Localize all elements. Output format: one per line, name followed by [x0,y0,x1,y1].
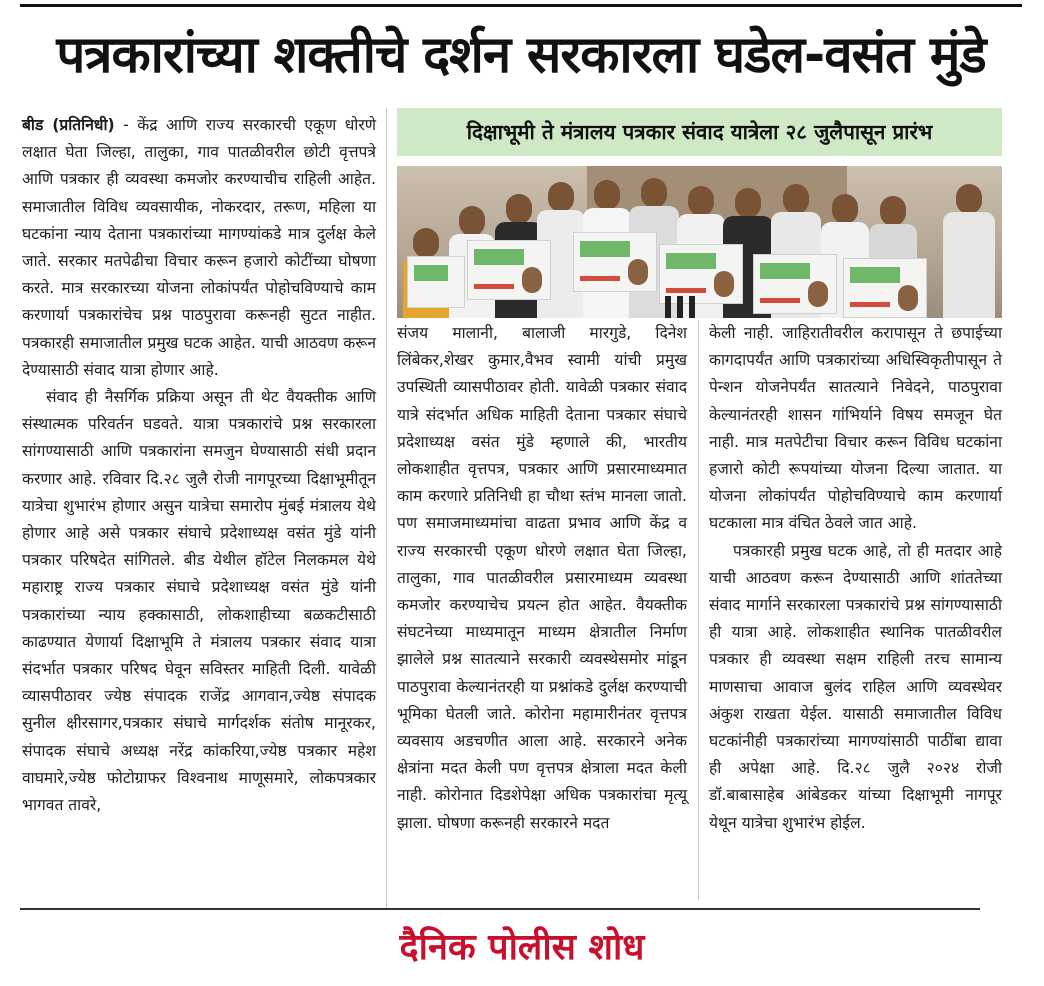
article-column-1 [22,112,376,912]
yatra-poster [407,256,465,308]
subheadline: दिक्षाभूमी ते मंत्रालय पत्रकार संवाद यात्रेला २८ जुलैपासून प्रारंभ [397,108,1002,156]
paragraph: संवाद ही नैसर्गिक प्रक्रिया असून ती थेट वैयक्तीक आणि संस्थात्मक परिवर्तन घडवते. यात्रा पत्रकारांचे प्रश्न सरकारला सांगण्यासाठी आणि पत्रकारांना समजुन घेण्यासाठी संधी प्रदान करणार आहे. रविवार दि.२८ जुलै रोजी नागपूरच्या दिक्षाभूमीतून यात्रेचा शुभारंभ होणार असुन यात्रेचा समारोप मुंबई मंत्रालय येथे होणार आहे असे पत्रकार संघाचे प्रदेशाध्यक्ष वसंत मुंडे यांनी पत्रकार परिषदेत सांगितले. बीड येथील हॉटेल निलकमल येथे महाराष्ट्र राज्य पत्रकार संघाचे प्रदेशाध्यक्ष वसंत मुंडे यांनी पत्रकारांच्या न्याय हक्कासाठी, लोकशाहीच्या बळकटीसाठी काढण्यात येणार्या दिक्षाभूमि ते मंत्रालय पत्रकार संवाद यात्रा संदर्भात पत्रकार परिषद घेवून सविस्तर माहिती दिली. यावेळी व्यासपीठावर ज्येष्ठ संपादक राजेंद्र आगवान,ज्येष्ठ संपादक सुनील क्षीरसागर,पत्रकार संघाचे मार्गदर्शक संतोष मानूरकर, संपादक संघाचे अध्यक्ष नरेंद्र कांकरिया,ज्येष्ठ पत्रकार महेश वाघमारे,ज्येष्ठ फोटोग्राफर विश्वनाथ माणूसमारे, लोकपत्रकार भागवत तावरे, [22,388,376,815]
person-head [548,182,574,212]
paragraph: केली नाही. जाहिरातीवरील करापासून ते छपाईच्या कागदापर्यंत आणि पत्रकारांच्या अधिस्विकृतीपासून ते पेन्शन योजनेपर्यंत सातत्याने निवेदने, पाठपुरावा केल्यानंतरही शासन गांभिर्याने विषय समजून घेत नाही. मात्र मतपेटीचा विचार करून विविध घटकांना हजारो कोटी रूपयांच्या योजना दिल्या जातात. या योजना लोकांपर्यंत पोहोचविण्याचे काम करणार्या घटकाला मात्र वंचित ठेवले जात आहे. [709,324,1002,533]
person-head [783,184,809,214]
microphone [665,296,671,318]
person-body [943,212,995,318]
top-rule [20,4,1022,7]
yatra-poster [753,254,837,314]
poster-portrait [808,281,828,307]
person-head [688,186,714,216]
poster-band [666,253,716,269]
person-head [735,188,761,218]
poster-text-strip [760,298,800,303]
poster-text-strip [580,276,620,281]
poster-text-strip [474,284,514,289]
poster-band [760,263,810,279]
person-head [413,228,439,258]
person-head [641,178,667,208]
poster-portrait [898,285,918,311]
paragraph-text: - केंद्र आणि राज्य सरकारची एकूण धोरणे लक्षात घेता जिल्हा, तालुका, गाव पातळीवरील छोटी वृत्तपत्रे आणि पत्रकार ही व्यवस्था कमजोर करण्याचीच राहिली आहेत. समाजातील विविध व्यवसायीक, नोकरदार, तरूण, महिला या घटकांना न्याय देताना पत्रकारांच्या मागण्यांकडे मात्र दुर्लक्ष केले जाते. सरकार मतपेढीचा विचार करून हजारो कोटींच्या घोषणा करते. मात्र सरकारच्या योजना लोकांपर्यंत पोहोचविण्याचे काम करणार्या पत्रकारांचेच प्रश्न पाठपुरावा करूनही सुटत नाहीत. पत्रकारही समाजातील प्रमुख घटक आहेत. याची आठवण करून देण्यासाठी संवाद यात्रा होणार आहे. [22,116,376,379]
person-head [880,196,906,226]
paragraph [22,112,376,384]
column-divider [698,320,699,900]
poster-band [474,249,524,265]
yatra-poster [467,240,551,300]
poster-band [580,241,630,257]
yatra-poster [659,244,743,304]
paragraph: पत्रकारही प्रमुख घटक आहे, तो ही मतदार आहे याची आठवण करून देण्यासाठी आणि शांततेच्या संवाद मार्गाने सरकारला पत्रकारांचे प्रश्न सांगण्यासाठी ही यात्रा आहे. लोकशाहीत स्थानिक पातळीवरील पत्रकार ही व्यवस्था सक्षम राहिली तरच सामान्य माणसाचा आवाज बुलंद राहिल आणि व्यवस्थेवर अंकुश राखता येईल. यासाठी समाजातील विविध घटकांनीही पत्रकारांच्या मागण्यांसाठी पाठींबा द्यावा ही अपेक्षा आहे. दि.२८ जुलै २०२४ रोजी डॉ.बाबासाहेब आंबेडकर यांच्या दिक्षाभूमी नागपूर येथून यात्रेचा शुभारंभ होईल. [709,541,1002,832]
person-head [594,180,620,210]
poster-portrait [628,259,648,285]
photo-person [943,184,995,318]
poster-text-strip [666,288,706,293]
newspaper-name: दैनिक पोलीस शोध [399,927,645,968]
column-divider [386,108,387,908]
dateline: बीड (प्रतिनिधी) [22,116,115,134]
poster-portrait [522,267,542,293]
headline: पत्रकारांच्या शक्तीचे दर्शन सरकारला घडेल-वसंत मुंडे [56,26,986,85]
poster-band [850,267,900,283]
person-head [832,194,858,224]
poster-text-strip [850,302,890,307]
yatra-poster [843,258,927,318]
microphone [677,296,683,318]
yatra-poster [573,232,657,292]
article-column-3 [709,320,1002,900]
person-head [506,194,532,224]
bottom-rule [20,908,980,910]
paragraph: संजय मालानी, बालाजी मारगुडे, दिनेश लिंबेकर,शेखर कुमार,वैभव स्वामी यांची प्रमुख उपस्थिती व्यासपीठावर होती. यावेळी पत्रकार संवाद यात्रे संदर्भात अधिक माहिती देताना पत्रकार संघाचे प्रदेशाध्यक्ष वसंत मुंडे म्हणाले की, भारतीय लोकशाहीत वृत्तपत्र, पत्रकार आणि प्रसारमाध्यमात काम करणारे प्रतिनिधी हा चौथा स्तंभ मानला जातो. पण समाजमाध्यमांचा वाढता प्रभाव आणि केंद्र व राज्य सरकारची एकूण धोरणे लक्षात घेता जिल्हा, तालुका, गाव पातळीवरील प्रसारमाध्यम व्यवस्था कमजोर करण्याचेच प्रयत्न होत आहेत. वैयक्तीक संघटनेच्या माध्यमातून माध्यम क्षेत्रातील निर्माण झालेले प्रश्न सातत्याने सरकारी व्यवस्थेसमोर मांडून पाठपुरावा केल्यानंतरही या प्रश्नांकडे दुर्लक्ष करण्याची भूमिका घेतली जाते. कोरोना महामारीनंतर वृत्तपत्र व्यवसाय अडचणीत आला आहे. सरकारने अनेक क्षेत्रांना मदत केली पण वृत्तपत्र क्षेत्राला मदत केली नाही. कोरोनात दिडशेपेक्षा अधिक पत्रकारांचा मृत्यू झाला. घोषणा करूनही सरकारने मदत [397,324,687,832]
person-head [459,206,485,236]
microphone [689,296,695,318]
poster-band [414,265,448,281]
article-column-2 [397,320,687,900]
person-head [956,184,982,214]
press-conference-photo [397,166,1002,318]
poster-portrait [714,271,734,297]
